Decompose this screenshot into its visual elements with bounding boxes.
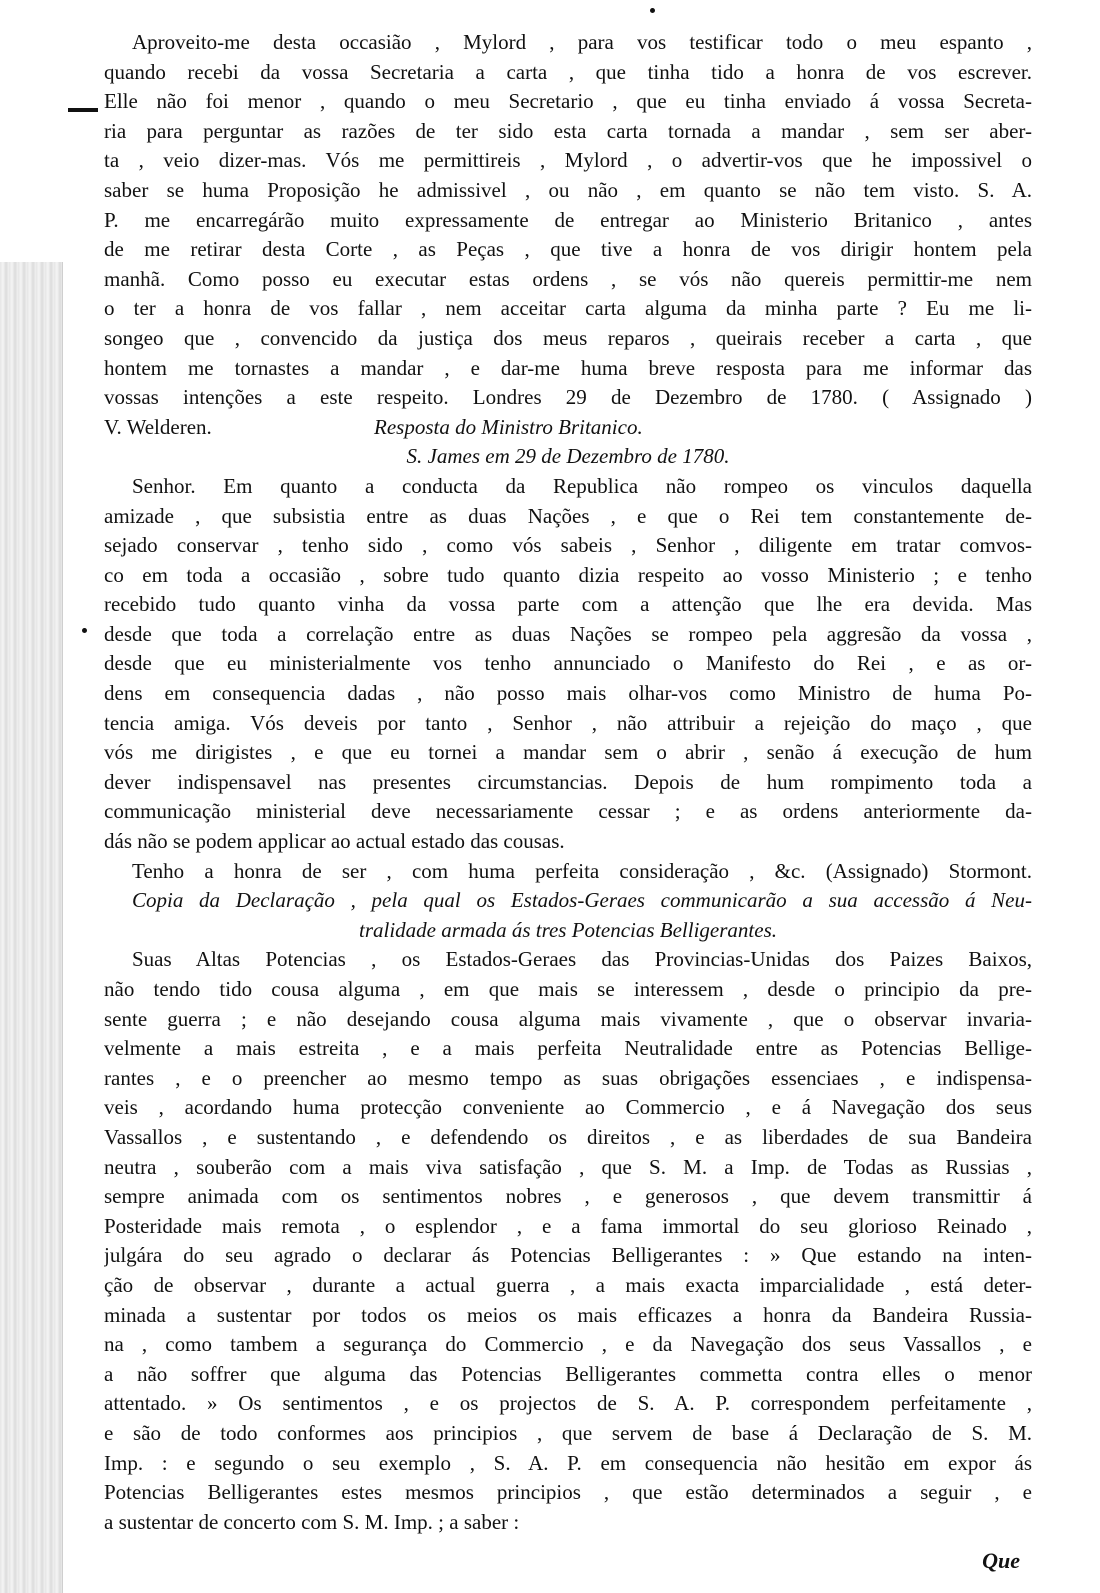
- text-line: ta , veio dizer-mas. Vós me permittireis , Mylord , o advertir-vos que he impossivel o: [104, 148, 1032, 173]
- text-line: dens em consequencia dadas , não posso mais olhar-vos como Ministro de huma Po-: [104, 681, 1032, 706]
- text-line: dás não se podem applicar ao actual estado das cousas.: [104, 829, 565, 854]
- text-line: não tendo tido cousa alguma , em que mais se interessem , desde o principio da pre-: [104, 977, 1032, 1001]
- catchword: Que: [982, 1548, 1020, 1573]
- signature-heading-line: [104, 413, 1032, 443]
- text-line: desde que eu ministerialmente vos tenho annunciado o Manifesto do Rei , e as or-: [104, 651, 1032, 676]
- text-line: vossas intenções a este respeito. Londres 29 de Dezembro de 1780. ( Assignado ): [104, 385, 1032, 410]
- text-line: Posteridade mais remota , o esplendor , e a fama immortal do seu glorioso Reinado ,: [104, 1213, 1032, 1238]
- text-line: Suas Altas Potencias , os Estados-Geraes das Provincias-Unidas dos Paizes Baixos,: [132, 947, 1032, 972]
- text-line: Elle não foi menor , quando o meu Secretario , que eu tinha enviado á vossa Secreta-: [104, 89, 1032, 114]
- text-line: co em toda a occasião , sobre tudo quanto dizia respeito ao vosso Ministerio ; e tenho: [104, 562, 1032, 587]
- text-line: ção de observar , durante a actual guerra , a mais exacta imparcialidade , está deter-: [104, 1272, 1032, 1297]
- text-line: rantes , e o preencher ao mesmo tempo as suas obrigações essenciaes , e indispensa-: [104, 1065, 1032, 1090]
- text-line: veis , acordando huma protecção conveniente ao Commercio , e á Navegação dos seus: [104, 1095, 1032, 1120]
- text-line: e são de todo conformes aos principios , que servem de base á Declaração de S. M.: [104, 1420, 1032, 1445]
- text-line: o ter a honra de vos fallar , nem acceitar carta alguma da minha parte ? Eu me li-: [104, 296, 1032, 321]
- text-line: attentado. » Os sentimentos , e os projectos de S. A. P. correspondem perfeitamente ,: [104, 1391, 1032, 1416]
- text-line: neutra , souberão com a mais viva satisfação , que S. M. a Imp. de Todas as Russias ,: [104, 1154, 1032, 1179]
- text-line: sejado conservar , tenho sido , como vós sabeis , Senhor , diligente em tratar comvos-: [104, 533, 1032, 558]
- text-line: de me retirar desta Corte , as Peças , que tive a honra de vos dirigir hontem pela: [104, 237, 1032, 262]
- declaration-title-continued: tralidade armada ás tres Potencias Belligerantes.: [358, 917, 777, 942]
- text-line: desde que toda a correlação entre as duas Nações se rompeo pela aggresão da vossa ,: [104, 621, 1032, 646]
- document-page: [104, 28, 1032, 1537]
- text-line: na , como tambem a segurança do Commercio , e da Navegação dos seus Vassallos , e: [104, 1332, 1032, 1357]
- text-line: Aproveito-me desta occasião , Mylord , para vos testificar todo o meu espanto ,: [132, 30, 1032, 54]
- text-line: saber se huma Proposição he admissivel , ou não , em quanto se não tem visto. S. A.: [104, 177, 1032, 202]
- text-line: Imp. : e segundo o seu exemplo , S. A. P. em consequencia não hesitão em expor ás: [104, 1450, 1032, 1475]
- text-line: quando recebi da vossa Secretaria a carta , que tinha tido a honra de vos escrever.: [104, 59, 1032, 84]
- ink-speck: [650, 8, 655, 13]
- text-line: vós me dirigistes , e que eu tornei a mandar sem o abrir , senão á execução de hum: [104, 740, 1032, 765]
- text-line: velmente a mais estreita , e a mais perfeita Neutralidade entre as Potencias Bellige-: [104, 1036, 1032, 1061]
- letter-paragraph: [104, 28, 1032, 472]
- text-line: julgára do seu agrado o declarar ás Potencias Belligerantes : » Que estando na inten-: [104, 1243, 1032, 1268]
- text-line: amizade , que subsistia entre as duas Nações , e que o Rei tem constantemente de-: [104, 503, 1032, 528]
- closing-line: Tenho a honra de ser , com huma perfeita consideração , &c. (Assignado) Stormont.: [132, 858, 1032, 883]
- text-line: dever indispensavel nas presentes circumstancias. Depois de hum rompimento toda a: [104, 769, 1032, 794]
- ink-speck: [82, 628, 87, 633]
- text-line: a sustentar de concerto com S. M. Imp. ; a saber :: [104, 1509, 520, 1534]
- place-date: S. James em 29 de Dezembro de 1780.: [406, 444, 730, 469]
- text-line: Senhor. Em quanto a conducta da Republica não rompeo os vinculos daquella: [132, 473, 1032, 498]
- text-line: manhã. Como posso eu executar estas ordens , se vós não quereis permittir-me nem: [104, 266, 1032, 291]
- signature: V. Welderen.: [104, 414, 212, 439]
- scanned-margin-strip: [0, 262, 63, 1593]
- text-line: P. me encarregárão muito expressamente de entregar ao Ministerio Britanico , antes: [104, 207, 1032, 232]
- text-line: minada a sustentar por todos os meios os mais efficazes a honra da Bandeira Russia-: [104, 1302, 1032, 1327]
- text-line: sempre animada com os sentimentos nobres , e generosos , que devem transmittir á: [104, 1184, 1032, 1209]
- text-line: a não soffrer que alguma das Potencias Belligerantes commetta contra elles o menor: [104, 1361, 1032, 1386]
- text-line: hontem me tornastes a mandar , e dar-me huma breve resposta para me informar das: [104, 355, 1032, 380]
- text-line: ria para perguntar as razões de ter sido esta carta tornada a mandar , sem ser aber-: [104, 118, 1032, 143]
- text-line: communicação ministerial deve necessariamente cessar ; e as ordens anteriormente da-: [104, 799, 1032, 824]
- text-line: tencia amiga. Vós deveis por tanto , Senhor , não attribuir a rejeição do maço , que: [104, 710, 1032, 735]
- text-line: recebido tudo quanto vinha da vossa parte com a attenção que lhe era devida. Mas: [104, 592, 1032, 617]
- margin-pen-mark: [68, 108, 98, 112]
- text-line: Potencias Belligerantes estes mesmos principios , que estão determinados a seguir , e: [104, 1480, 1032, 1505]
- text-line: Vassallos , e sustentando , e defendendo os direitos , e as liberdades de sua Bandeira: [104, 1124, 1032, 1149]
- reply-heading: Resposta do Ministro Britanico.: [374, 414, 643, 439]
- declaration-paragraph: [104, 945, 1032, 1537]
- text-line: sente guerra ; e não desejando cousa alguma mais vivamente , que o observar invaria-: [104, 1006, 1032, 1031]
- declaration-title: Copia da Declaração , pela qual os Estados-Geraes communicarão a sua accessão á Neu-: [132, 888, 1032, 913]
- reply-paragraph: [104, 472, 1032, 946]
- text-line: songeo que , convencido da justiça dos meus reparos , queirais receber a carta , que: [104, 325, 1032, 350]
